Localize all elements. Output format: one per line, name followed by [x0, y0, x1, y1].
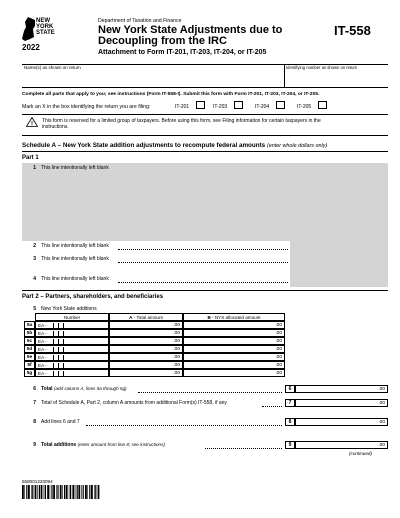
line4-number: 4 [33, 276, 36, 282]
row-number-field[interactable] [35, 369, 109, 377]
barcode-bar [69, 485, 70, 499]
row-total-amount[interactable]: .00 [109, 329, 183, 337]
barcode-bar [50, 485, 51, 499]
line1-text: This line intentionally left blank [41, 165, 109, 171]
checkbox-it205[interactable] [318, 101, 327, 109]
line3-number: 3 [33, 256, 36, 262]
ea-prefix: EA - [38, 331, 47, 336]
line1-number: 1 [33, 165, 36, 171]
barcode-bar [85, 485, 87, 499]
row-id: 5a [24, 321, 35, 329]
line2-text: This line intentionally left blank [41, 243, 109, 249]
row-nys-allocated-amount[interactable]: .00 [183, 321, 285, 329]
part2-title: Part 2 – Partners, shareholders, and beneficiaries [22, 294, 164, 300]
row-number-field[interactable] [35, 321, 109, 329]
row-nys-allocated-amount[interactable]: .00 [183, 361, 285, 369]
row-id: 5d [24, 345, 35, 353]
ea-prefix: EA - [38, 371, 47, 376]
barcode-bar [66, 485, 68, 499]
line6-amount[interactable]: .00 [295, 385, 388, 393]
row-nys-allocated-amount[interactable]: .00 [183, 369, 285, 377]
digit-separator [63, 371, 64, 377]
line9-text: Total additions (enter amount from line 8; see instructions) [41, 442, 165, 448]
row-nys-allocated-amount[interactable]: .00 [183, 337, 285, 345]
barcode-bar [22, 485, 24, 499]
form-title: New York State Adjustments due to Decoupling from the IRC [98, 24, 283, 47]
name-input[interactable] [23, 71, 282, 86]
digit-separator [58, 371, 59, 377]
option-it204-label: IT-204 [255, 104, 270, 110]
row-total-amount[interactable]: .00 [109, 353, 183, 361]
line5-label: New York State additions [41, 306, 97, 312]
row-total-amount[interactable]: .00 [109, 345, 183, 353]
form-subtitle: Attachment to Form IT-201, IT-203, IT-204, or IT-205 [98, 49, 267, 56]
row-id: 5b [24, 329, 35, 337]
row-total-amount[interactable]: .00 [109, 361, 183, 369]
barcode-bar [98, 485, 100, 499]
row-nys-allocated-amount[interactable]: .00 [183, 345, 285, 353]
barcode-bar [56, 485, 57, 499]
row-nys-allocated-amount[interactable]: .00 [183, 329, 285, 337]
barcode-bar [62, 485, 63, 499]
ea-prefix: EA - [38, 347, 47, 352]
checkbox-it203[interactable] [234, 101, 243, 109]
barcode-bar [95, 485, 96, 499]
line6-box-label: 6 [285, 385, 295, 393]
barcode-bar [31, 485, 32, 499]
ea-prefix: EA - [38, 355, 47, 360]
line7-text: Total of Schedule A, Part 2, column A amounts from additional Form(s) IT-558, if any [41, 400, 227, 406]
barcode-bar [94, 485, 95, 499]
part1-title: Part 1 [22, 155, 39, 161]
form-id: IT-558 [334, 23, 371, 38]
barcode-bar [77, 485, 78, 499]
barcode-bar [91, 485, 93, 499]
row-id: 5f [24, 361, 35, 369]
barcode-bar [32, 485, 33, 499]
ea-prefix: EA - [38, 323, 47, 328]
row-number-field[interactable] [35, 329, 109, 337]
schedule-a-title: Schedule A – New York State addition adjustments to recompute federal amounts (enter whole dollars only) [22, 142, 328, 149]
barcode-bar [81, 485, 82, 499]
nys-map-icon [22, 17, 36, 43]
col-number-header: Number [35, 313, 109, 321]
line8-box-label: 8 [285, 418, 295, 426]
barcode-number: 558001220094 [22, 479, 53, 484]
ea-prefix: EA - [38, 363, 47, 368]
barcode-bar [70, 485, 71, 499]
ea-prefix: EA - [38, 339, 47, 344]
barcode-bar [41, 485, 43, 499]
identifying-number-input[interactable] [286, 71, 386, 86]
logo-text: NEW YORK STATE [36, 18, 55, 36]
barcode-bar [53, 485, 55, 499]
line7-amount[interactable]: .00 [295, 399, 388, 407]
col-b-header: B - NYS allocated amount [183, 313, 285, 321]
row-total-amount[interactable]: .00 [109, 369, 183, 377]
digit-separator [53, 371, 54, 377]
barcode-bar [75, 485, 76, 499]
continued-note: (continued) [349, 451, 372, 456]
row-number-field[interactable] [35, 353, 109, 361]
barcode-bar [60, 485, 62, 499]
barcode-bar [87, 485, 88, 499]
option-it203-label: IT-203 [213, 104, 228, 110]
barcode-bar [57, 485, 58, 499]
row-nys-allocated-amount[interactable]: .00 [183, 353, 285, 361]
checkbox-it201[interactable] [196, 101, 205, 109]
barcode-bar [51, 485, 52, 499]
line3-text: This line intentionally left blank [41, 256, 109, 262]
line6-number: 6 [33, 386, 36, 392]
svg-text:!: ! [31, 121, 33, 127]
row-id: 5g [24, 369, 35, 377]
barcode-bar [26, 485, 27, 499]
line9-box-label: 9 [285, 441, 295, 449]
col-a-header: A - Total amount [109, 313, 183, 321]
line7-number: 7 [33, 400, 36, 406]
option-it201-label: IT-201 [175, 104, 190, 110]
mark-x-label: Mark an X in the box identifying the return you are filing: [22, 104, 151, 110]
checkbox-it204[interactable] [276, 101, 285, 109]
notice-text: This form is reserved for a limited group of taxpayers. Before using this form, see Filing information for certain taxpayers in the instructions. [42, 118, 321, 130]
line4-text: This line intentionally left blank [41, 276, 109, 282]
barcode-bar [28, 485, 30, 499]
barcode-bar [72, 485, 74, 499]
department-name: Department of Taxation and Finance [98, 18, 182, 24]
line9-number: 9 [33, 442, 36, 448]
nys-logo [22, 17, 72, 51]
line6-text: Total (add column A, lines 5a through 5g) [41, 386, 127, 392]
row-total-amount[interactable]: .00 [109, 321, 183, 329]
barcode-bar [39, 485, 40, 499]
barcode-bar [83, 485, 84, 499]
barcode-bar [47, 485, 49, 499]
barcode-bar [78, 485, 80, 499]
line8-amount[interactable]: .00 [295, 418, 388, 426]
warning-icon [26, 117, 38, 127]
barcode-bar [89, 485, 90, 499]
line2-number: 2 [33, 243, 36, 249]
barcode-bar [37, 485, 38, 499]
line5-number: 5 [33, 306, 36, 312]
row-number-field[interactable] [35, 337, 109, 345]
line9-amount[interactable]: .00 [295, 441, 388, 449]
id-label: Identifying number as shown on return [286, 65, 358, 70]
row-total-amount[interactable]: .00 [109, 337, 183, 345]
name-label: Name(s) as shown on return [24, 65, 81, 70]
tax-year: 2022 [22, 43, 40, 52]
barcode [22, 485, 100, 499]
line7-box-label: 7 [285, 399, 295, 407]
row-number-field[interactable] [35, 361, 109, 369]
barcode-bar [35, 485, 37, 499]
barcode-bar [64, 485, 65, 499]
row-id: 5c [24, 337, 35, 345]
option-it205-label: IT-205 [297, 104, 312, 110]
row-id: 5e [24, 353, 35, 361]
barcode-bar [45, 485, 46, 499]
row-number-field[interactable] [35, 345, 109, 353]
barcode-bar [24, 485, 25, 499]
line8-number: 8 [33, 419, 36, 425]
barcode-bar [44, 485, 45, 499]
instructions-line: Complete all parts that apply to you; see instructions (Form IT-558-I). Submit this form with Form IT-201, IT-203, IT-204, or IT-205. [22, 92, 320, 97]
line8-text: Add lines 6 and 7 [41, 419, 80, 425]
